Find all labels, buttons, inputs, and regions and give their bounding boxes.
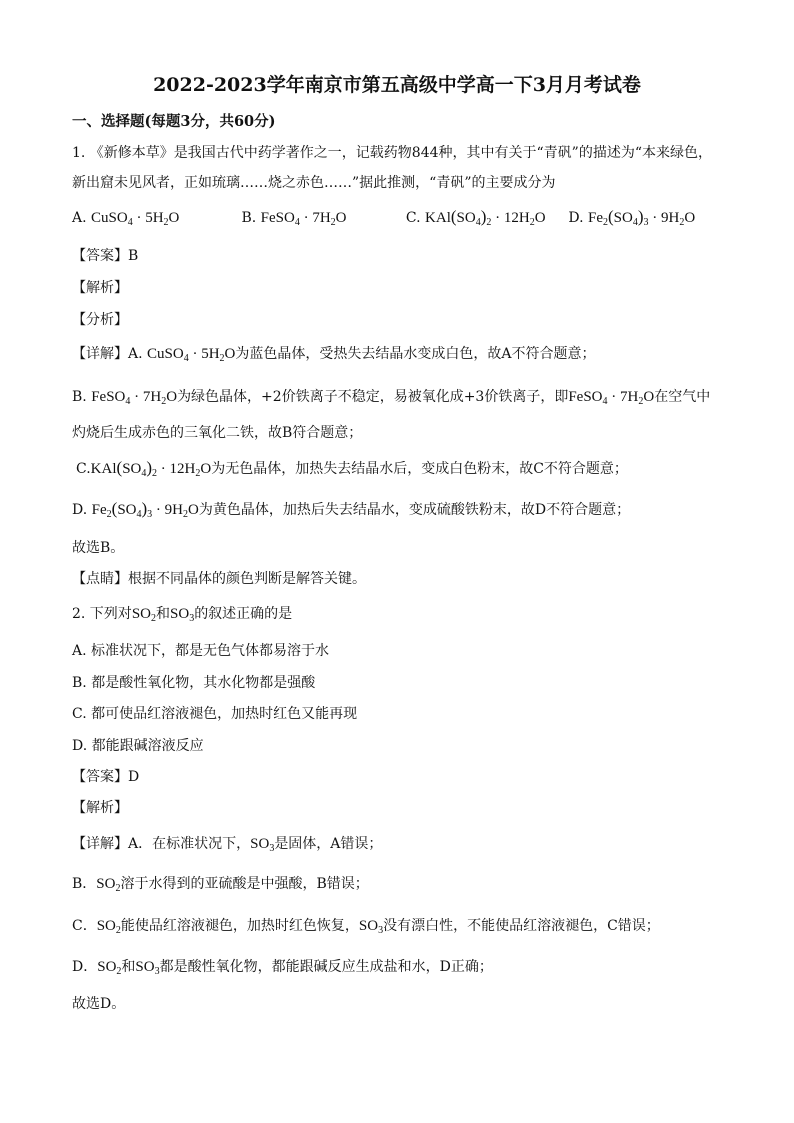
q2-option-b[interactable]: B. 都是酸性氧化物，其水化物都是强酸 xyxy=(72,675,316,691)
q1-detail-c: $C.KAl(SO_4)_2 \cdot 12H_2O$为无色晶体，加热失去结晶水后，变成白色粉末，故C不符合题意； xyxy=(76,458,628,479)
q1-option-d[interactable]: D. $Fe_2(SO_4)_3 \cdot 9H_2O$ xyxy=(568,207,696,228)
q2-detail-a: 【详解】A．在标准状况下，$SO_3$是固体，A错误； xyxy=(72,836,383,854)
q2-option-c[interactable]: C. 都可使品红溶液褪色，加热时红色又能再现 xyxy=(72,706,358,722)
q1-detail-b: B. FeSO$_4$ · $7H_2O$为绿色晶体，+2价铁离子不稳定，易被氧化成+3价铁离子，即FeSO$_4$ · $7H_2O$在空气中 xyxy=(72,389,711,407)
section-heading: 一、选择题(每题3分，共60分) xyxy=(72,113,276,130)
q1-answer: 【答案】B xyxy=(72,248,139,264)
q2-jiexi: 【解析】 xyxy=(72,800,128,816)
q1-stem-line2: 新出窟未见风者，正如琉璃……烧之赤色……”据此推测，“青矾”的主要成分为 xyxy=(72,175,556,191)
formula-cuso4-5h2o: CuSO$_4$ · $5H_2O$ xyxy=(91,210,180,228)
q2-conclusion: 故选D。 xyxy=(72,996,126,1012)
page-title: 2022-2023学年南京市第五高级中学高一下3月月考试卷 xyxy=(153,74,641,96)
formula-feso4-7h2o: FeSO$_4$ · $7H_2O$ xyxy=(260,210,347,228)
q1-option-c[interactable]: C. $KAl(SO_4)_2 \cdot 12H_2O$ xyxy=(405,207,546,228)
q1-conclusion: 故选B。 xyxy=(72,540,125,556)
q1-jiexi: 【解析】 xyxy=(72,280,128,296)
q2-detail-d: D．$SO_2$和$SO_3$都是酸性氧化物，都能跟碱反应生成盐和水，D正确； xyxy=(72,959,493,977)
q2-detail-b: B．$SO_2$溶于水得到的亚硫酸是中强酸，B错误； xyxy=(72,876,369,894)
q2-stem: 2. 下列对$SO_2$和$SO_3$的叙述正确的是 xyxy=(72,606,293,624)
q1-dianjing: 【点睛】根据不同晶体的颜色判断是解答关键。 xyxy=(72,571,366,587)
q2-answer: 【答案】D xyxy=(72,769,140,785)
q1-fenxi: 【分析】 xyxy=(72,312,128,328)
q1-options xyxy=(72,207,722,228)
formula-kal-so4-2-12h2o: $KAl(SO_4)_2 \cdot 12H_2O$ xyxy=(425,207,546,228)
q1-detail-a: 【详解】A. CuSO$_4$ · $5H_2O$为蓝色晶体，受热失去结晶水变成白色，故A不符合题意； xyxy=(72,346,596,364)
q2-detail-c: C．$SO_2$能使品红溶液褪色，加热时红色恢复，$SO_3$没有漂白性，不能使品红溶液褪色，C错误； xyxy=(72,918,660,936)
q2-option-a[interactable]: A. 标准状况下，都是无色气体都易溶于水 xyxy=(72,643,330,659)
q1-detail-b-line2: 灼烧后生成赤色的三氧化二铁，故B符合题意； xyxy=(72,425,363,441)
q1-detail-d: D. $Fe_2(SO_4)_3 \cdot 9H_2O$为黄色晶体，加热后失去结晶水，变成硫酸铁粉末，故D不符合题意； xyxy=(72,499,631,520)
formula-fe2-so4-3-9h2o: $Fe_2(SO_4)_3 \cdot 9H_2O$ xyxy=(588,207,696,228)
q1-option-a[interactable]: A. CuSO$_4$ · $5H_2O$ xyxy=(72,210,180,228)
q1-option-b[interactable]: B. FeSO$_4$ · $7H_2O$ xyxy=(241,210,347,228)
q2-option-d[interactable]: D. 都能跟碱溶液反应 xyxy=(72,738,204,754)
q1-stem-line1: 1. 《新修本草》是我国古代中药学著作之一，记载药物844种，其中有关于“青矾”的描述为“本来绿色， xyxy=(72,145,712,161)
